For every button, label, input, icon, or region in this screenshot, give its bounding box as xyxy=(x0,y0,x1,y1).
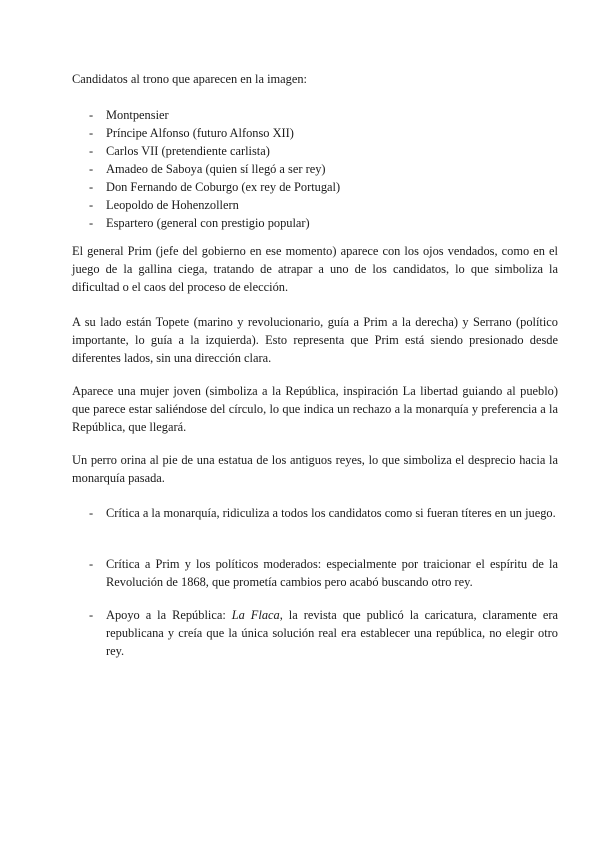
list-item xyxy=(72,124,558,142)
bullet-dash: - xyxy=(89,108,94,122)
critique-republic xyxy=(72,606,558,660)
bullet-dash: - xyxy=(89,216,94,230)
list-item xyxy=(72,196,558,214)
list-item-text: Príncipe Alfonso (futuro Alfonso XII) xyxy=(106,126,294,140)
critique-monarchy xyxy=(72,504,558,522)
list-item-text: Montpensier xyxy=(106,108,169,122)
critique-prefix: Apoyo a la República: xyxy=(106,608,232,622)
paragraph-prim-blindfolded: El general Prim (jefe del gobierno en ese momento) aparece con los ojos vendados, como en el juego de la gallina ciega, tratando de atrapar a uno de los candidatos, lo que simboliza la dificultad o el caos del proceso de elección. xyxy=(72,244,558,294)
list-item xyxy=(72,178,558,196)
list-item xyxy=(72,142,558,160)
bullet-dash: - xyxy=(89,144,94,158)
bullet-dash: - xyxy=(89,198,94,212)
critique-text: Crítica a la monarquía, ridiculiza a todos los candidatos como si fueran títeres en un juego. xyxy=(106,506,556,520)
critique-suffix: , la revista que publicó la caricatura, claramente era republicana y creía que la única solución real era establecer una república, no elegir otro rey. xyxy=(106,608,558,658)
bullet-dash: - xyxy=(89,126,94,140)
list-item-text: Don Fernando de Coburgo (ex rey de Portugal) xyxy=(106,180,341,194)
list-item-text: Carlos VII (pretendiente carlista) xyxy=(106,144,270,158)
critique-text: Crítica a Prim y los políticos moderados: especialmente por traicionar el espíritu de la Revolución de 1868, que prometía cambios pero acabó buscando otro rey. xyxy=(106,557,558,589)
magazine-title: La Flaca xyxy=(231,608,280,622)
list-item-text: Amadeo de Saboya (quien sí llegó a ser rey) xyxy=(106,162,326,176)
candidate-list xyxy=(72,106,558,232)
paragraph-topete-serrano: A su lado están Topete (marino y revolucionario, guía a Prim a la derecha) y Serrano (político importante, lo guía a la izquierda). Esto representa que Prim está siendo presionado desde diferentes lados, sin una dirección clara. xyxy=(72,315,558,365)
bullet-dash: - xyxy=(89,557,94,571)
intro-heading: Candidatos al trono que aparecen en la imagen: xyxy=(72,72,307,86)
bullet-dash: - xyxy=(89,506,94,520)
list-item xyxy=(72,106,558,124)
paragraph-dog-statue: Un perro orina al pie de una estatua de los antiguos reyes, lo que simboliza el desprecio hacia la monarquía pasada. xyxy=(72,453,558,485)
bullet-dash: - xyxy=(89,162,94,176)
critique-prim xyxy=(72,555,558,591)
bullet-dash: - xyxy=(89,180,94,194)
list-item-text: Espartero (general con prestigio popular) xyxy=(106,216,310,230)
list-item-text: Leopoldo de Hohenzollern xyxy=(106,198,239,212)
bullet-dash: - xyxy=(89,608,94,622)
list-item xyxy=(72,160,558,178)
list-item xyxy=(72,214,558,232)
paragraph-republic-woman: Aparece una mujer joven (simboliza a la República, inspiración La libertad guiando al pueblo) que parece estar saliéndose del círculo, lo que indica un rechazo a la monarquía y preferencia a la República, que llegará. xyxy=(72,384,558,434)
